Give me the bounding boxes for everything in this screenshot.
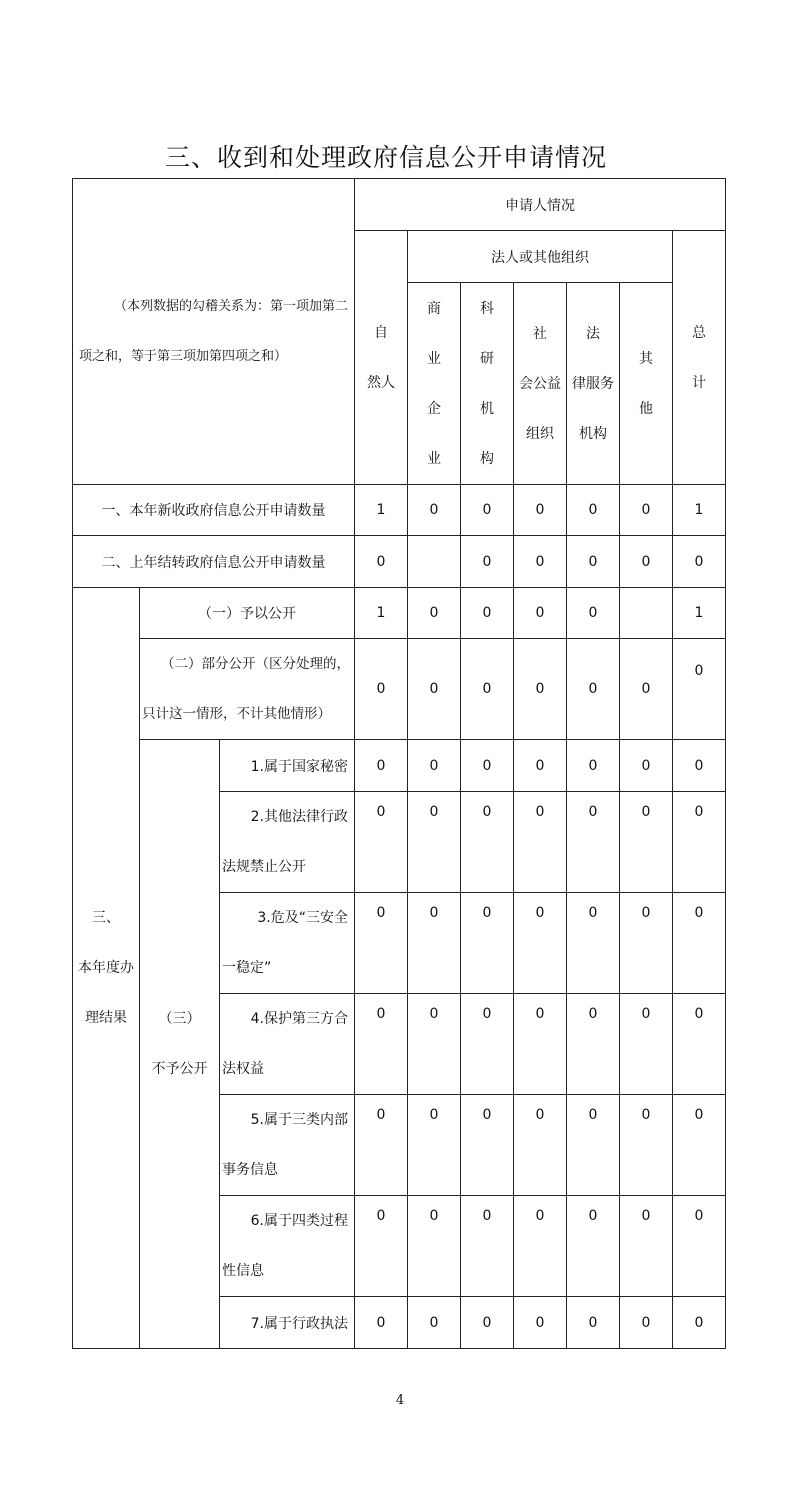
section3-l1: 三、 — [92, 910, 120, 926]
r3-3-item-label: 7.属于行政执法 — [220, 1297, 355, 1349]
value-cell: 0 — [567, 893, 620, 994]
col-natural-person-l1: 自 — [374, 324, 388, 341]
value-cell: 0 — [567, 1297, 620, 1349]
r3-3-header-l2: 不予公开 — [151, 1061, 208, 1077]
value-cell: 0 — [673, 994, 726, 1095]
value-cell: 0 — [620, 639, 673, 740]
value-cell: 0 — [514, 485, 567, 536]
item-label-l2: 法规禁止公开 — [222, 859, 306, 875]
value-cell: 0 — [408, 588, 461, 639]
value-cell: 0 — [567, 588, 620, 639]
r3-3-item-label — [220, 792, 355, 893]
value-cell: 0 — [461, 588, 514, 639]
value-cell: 0 — [514, 740, 567, 792]
table-note-line2: 项之和，等于第三项加第四项之和） — [79, 348, 288, 364]
col-other — [620, 283, 673, 485]
value-cell: 0 — [461, 639, 514, 740]
item-label-l1: 4.保护第三方合 — [250, 1011, 348, 1027]
value-cell: 0 — [461, 1196, 514, 1297]
row1-label: 一、本年新收政府信息公开申请数量 — [73, 485, 355, 536]
col-research — [461, 283, 514, 485]
value-cell: 0 — [673, 792, 726, 893]
value-cell: 1 — [673, 485, 726, 536]
item-label-l2: 事务信息 — [222, 1162, 278, 1178]
value-cell: 0 — [461, 485, 514, 536]
value-cell: 0 — [567, 536, 620, 588]
value-cell: 0 — [514, 792, 567, 893]
value-cell: 0 — [567, 1196, 620, 1297]
col-legal-service — [567, 283, 620, 485]
value-cell: 0 — [514, 639, 567, 740]
value-cell: 0 — [567, 1095, 620, 1196]
section3-l2: 本年度办 — [78, 960, 134, 976]
value-cell: 0 — [408, 994, 461, 1095]
col-total-l2: 计 — [692, 374, 706, 391]
item-label-l2: 法权益 — [222, 1061, 264, 1077]
r3-3-item-label — [220, 893, 355, 994]
col-social-l3: 组织 — [526, 425, 554, 442]
value-cell: 0 — [461, 1297, 514, 1349]
r3-3-item-label — [220, 1196, 355, 1297]
table-note-line1: （本列数据的勾稽关系为：第一项加第二 — [113, 298, 348, 314]
value-cell: 0 — [514, 1297, 567, 1349]
value-cell: 0 — [673, 893, 726, 994]
value-cell: 0 — [355, 740, 408, 792]
value-cell: 0 — [673, 1196, 726, 1297]
value-cell: 0 — [673, 1095, 726, 1196]
r3-1-label: （一）予以公开 — [140, 588, 355, 639]
col-total — [673, 231, 726, 485]
value-cell: 0 — [567, 994, 620, 1095]
col-other-l2: 他 — [639, 400, 653, 417]
value-cell: 0 — [567, 792, 620, 893]
item-label-l1: 5.属于三类内部 — [250, 1112, 348, 1128]
value-cell: 0 — [408, 1196, 461, 1297]
value-cell: 0 — [408, 639, 461, 740]
value-cell: 0 — [514, 994, 567, 1095]
value-cell: 0 — [514, 893, 567, 994]
value-cell: 0 — [567, 485, 620, 536]
value-cell: 0 — [461, 994, 514, 1095]
r3-3-header — [140, 740, 220, 1349]
r3-2-label-l2: 只计这一情形，不计其他情形） — [142, 706, 331, 722]
value-cell: 0 — [355, 536, 408, 588]
value-cell — [408, 536, 461, 588]
r3-3-item-label — [220, 994, 355, 1095]
value-cell: 0 — [408, 1297, 461, 1349]
value-cell: 0 — [620, 1196, 673, 1297]
application-stats-table — [72, 178, 726, 1349]
item-label-l1: 2.其他法律行政 — [250, 809, 348, 825]
col-social-l1: 社 — [533, 325, 547, 342]
section3-l3: 理结果 — [85, 1010, 127, 1026]
col-business-l2: 业 — [427, 350, 441, 367]
value-cell: 0 — [408, 1095, 461, 1196]
col-natural-person-l2: 然人 — [367, 374, 395, 391]
table-row — [73, 639, 726, 740]
value-cell: 0 — [514, 1196, 567, 1297]
table-row — [73, 536, 726, 588]
value-cell: 1 — [673, 588, 726, 639]
col-research-l2: 研 — [480, 350, 494, 367]
table-note-cell — [73, 179, 355, 485]
col-research-l1: 科 — [480, 300, 494, 317]
r3-2-label-l1: （二）部分公开（区分处理的， — [161, 656, 350, 672]
value-cell: 0 — [673, 639, 726, 740]
col-social-org — [514, 283, 567, 485]
value-cell: 0 — [461, 893, 514, 994]
col-business-l3: 企 — [427, 400, 441, 417]
value-cell: 0 — [514, 536, 567, 588]
r3-3-item-label: 1.属于国家秘密 — [220, 740, 355, 792]
value-cell: 0 — [408, 792, 461, 893]
table-row — [73, 740, 726, 792]
item-label-l2: 性信息 — [222, 1263, 264, 1279]
value-cell: 0 — [355, 1297, 408, 1349]
section3-label — [73, 588, 140, 1349]
col-research-l4: 构 — [480, 450, 494, 467]
value-cell: 0 — [620, 1095, 673, 1196]
value-cell: 0 — [461, 792, 514, 893]
legal-group-header: 法人或其他组织 — [408, 231, 673, 283]
col-research-l3: 机 — [480, 400, 494, 417]
table-row — [73, 485, 726, 536]
section-title: 三、收到和处理政府信息公开申请情况 — [165, 143, 608, 172]
col-legal-l3: 机构 — [579, 425, 607, 442]
value-cell: 0 — [620, 893, 673, 994]
table-row — [73, 588, 726, 639]
col-business-l4: 业 — [427, 450, 441, 467]
col-social-l2: 会公益 — [519, 375, 561, 392]
value-cell — [620, 588, 673, 639]
value-cell: 0 — [620, 536, 673, 588]
col-other-l1: 其 — [639, 350, 653, 367]
value-cell: 1 — [355, 485, 408, 536]
value-cell: 0 — [355, 792, 408, 893]
value-cell: 0 — [408, 893, 461, 994]
value-cell: 0 — [355, 1095, 408, 1196]
value-cell: 0 — [355, 893, 408, 994]
value-cell: 0 — [355, 639, 408, 740]
value-cell: 0 — [461, 536, 514, 588]
value-cell: 0 — [620, 740, 673, 792]
page-number: 4 — [395, 1393, 405, 1408]
col-business-l1: 商 — [427, 300, 441, 317]
value-cell: 0 — [355, 994, 408, 1095]
value-cell: 0 — [514, 1095, 567, 1196]
applicant-header: 申请人情况 — [355, 179, 726, 231]
value-cell: 1 — [355, 588, 408, 639]
value-cell: 0 — [620, 1297, 673, 1349]
value-cell: 0 — [461, 740, 514, 792]
r3-3-header-l1: （三） — [158, 1011, 201, 1027]
item-label-l1: 6.属于四类过程 — [250, 1213, 348, 1229]
value-cell: 0 — [620, 485, 673, 536]
value-cell: 0 — [461, 1095, 514, 1196]
col-legal-l2: 律服务 — [572, 375, 614, 392]
value-cell: 0 — [567, 740, 620, 792]
r3-2-label — [140, 639, 355, 740]
value-cell: 0 — [567, 639, 620, 740]
value-cell: 0 — [620, 792, 673, 893]
col-business — [408, 283, 461, 485]
value-cell: 0 — [620, 994, 673, 1095]
value-cell: 0 — [355, 1196, 408, 1297]
item-label-l2: 一稳定” — [222, 960, 272, 976]
value-cell: 0 — [408, 485, 461, 536]
col-legal-l1: 法 — [586, 325, 600, 342]
value-cell: 0 — [673, 740, 726, 792]
item-label-l1: 3.危及“三安全 — [257, 910, 348, 926]
value-cell: 0 — [673, 1297, 726, 1349]
col-total-l1: 总 — [692, 324, 706, 341]
value-cell: 0 — [408, 740, 461, 792]
value-cell: 0 — [514, 588, 567, 639]
r3-3-item-label — [220, 1095, 355, 1196]
value-cell: 0 — [673, 536, 726, 588]
row2-label: 二、上年结转政府信息公开申请数量 — [73, 536, 355, 588]
col-natural-person — [355, 231, 408, 485]
